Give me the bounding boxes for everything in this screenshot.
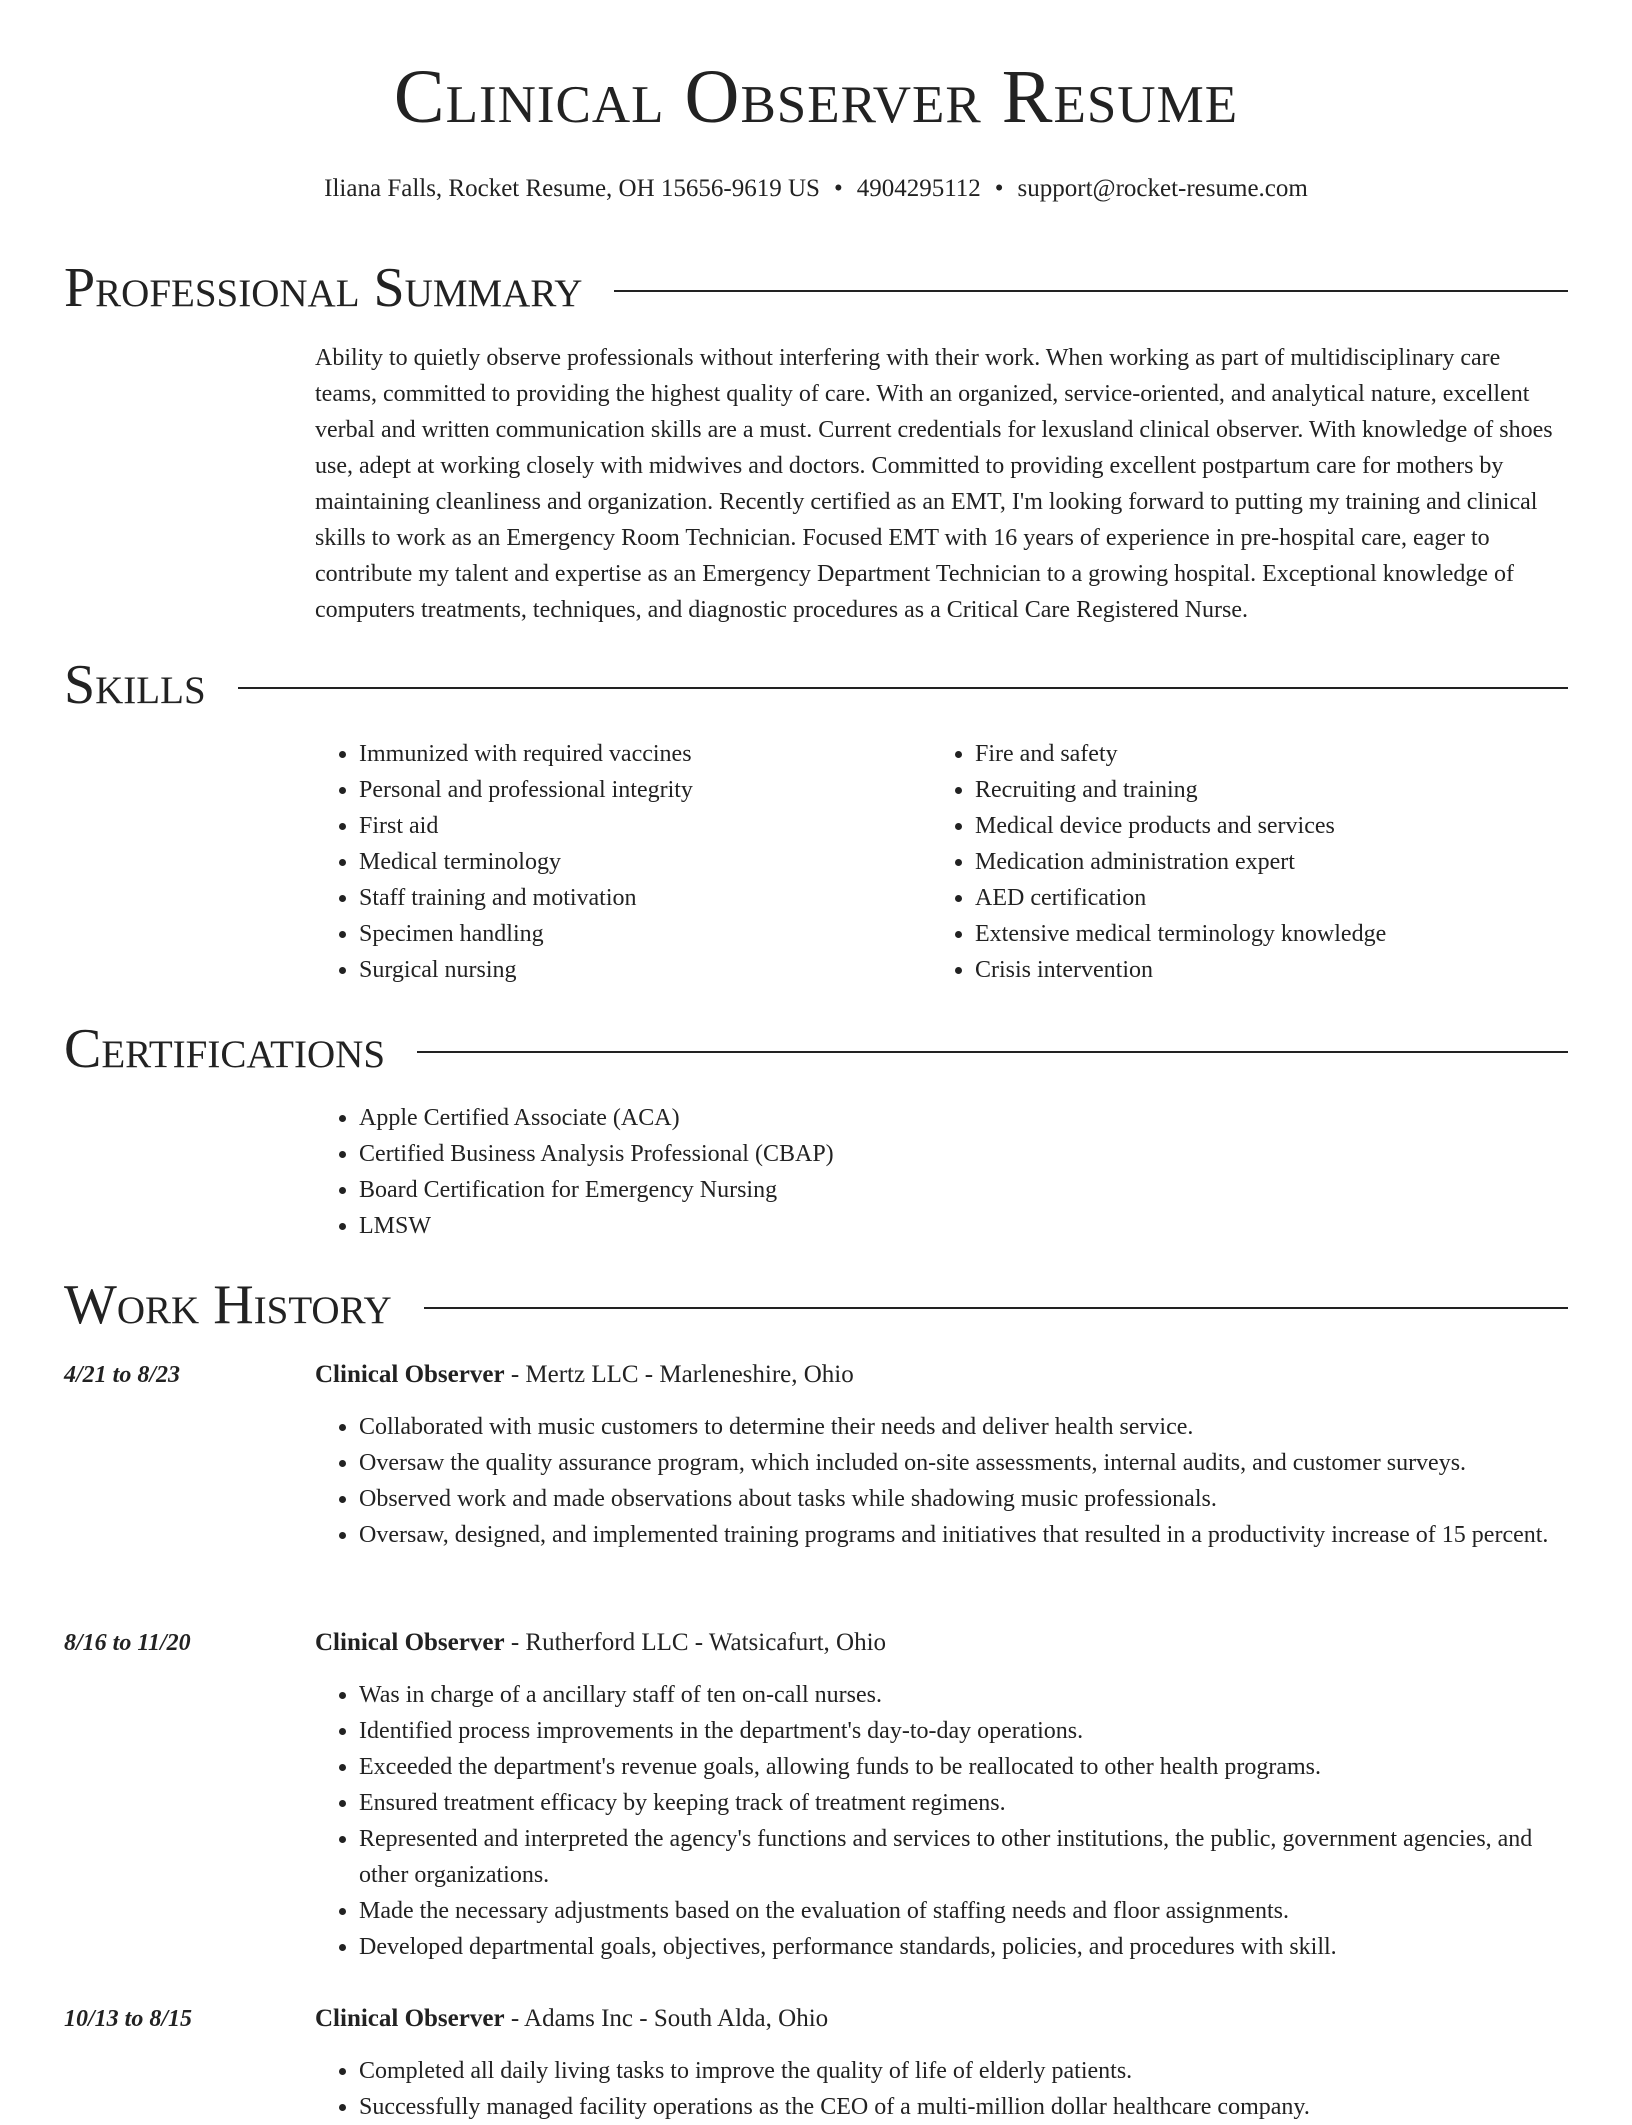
section-heading-summary [64,257,1568,319]
contact-line [0,175,1632,203]
summary-paragraph: Ability to quietly observe professionals without interfering with their work. When working as part of multidisciplinary care teams, committed to providing the highest quality of care. With an organized, service-oriented, and analytical nature, excellent verbal and written communication skills are a must. Current credentials for lexusland clinical observer. With knowledge of shoes use, adept at working closely with midwives and doctors. Committed to providing excellent postpartum care for mothers by maintaining cleanliness and organization. Recently certified as an EMT, I'm looking forward to putting my training and clinical skills to work as an Emergency Room Technician. Focused EMT with 16 years of experience in pre-hospital care, eager to contribute my talent and expertise as an Emergency Department Technician to a growing hospital. Exceptional knowledge of computers treatments, techniques, and diagnostic procedures as a Critical Care Registered Nurse. [315,345,1553,623]
certification-item: • Board Certification for Emergency Nursing [359,1172,1315,1208]
skill-item: • Crisis intervention [975,952,1531,988]
certifications-list [315,1100,1315,1244]
section-heading-certifications [64,1018,1568,1080]
job-duties [315,1409,1568,1553]
job-dates: 10/13 to 8/15 [64,2006,193,2032]
job-duties [315,1677,1568,1965]
skill-item: • Staff training and motivation [359,880,915,916]
job-role: Clinical Observer [315,2005,505,2032]
skills-column-left [315,736,915,988]
section-title: Certifications [64,1018,386,1080]
job-role: Clinical Observer [315,1629,505,1656]
job-duties [315,2053,1568,2125]
skill-item: • Recruiting and training [975,772,1531,808]
section-title: Work History [64,1274,392,1336]
skill-item: • Extensive medical terminology knowledge [975,916,1531,952]
section-heading-skills [64,654,1568,716]
job-duty: • Observed work and made observations about tasks while shadowing music professionals. [359,1481,1568,1517]
job-duty: • Developed departmental goals, objectives, performance standards, policies, and procedures with skill. [359,1929,1568,1965]
section-title: Professional Summary [64,257,583,319]
job-company: - Adams Inc - South Alda, Ohio [504,2005,829,2032]
skill-item: • Specimen handling [359,916,915,952]
skill-item: • Personal and professional integrity [359,772,915,808]
skill-item: • Medical device products and services [975,808,1531,844]
job-duty: • Oversaw, designed, and implemented training programs and initiatives that resulted in a productivity increase of 15 percent. [359,1517,1568,1553]
section-heading-work-history [64,1274,1568,1336]
contact-phone: 4904295112 [856,175,981,202]
job-header [315,1625,886,1661]
skills-column-right [931,736,1531,988]
contact-separator: • [833,175,843,202]
job-duty: • Oversaw the quality assurance program, which included on-site assessments, internal audits, and customer surveys. [359,1445,1568,1481]
job-header [315,1357,854,1393]
skill-item: • First aid [359,808,915,844]
job-company: - Mertz LLC - Marleneshire, Ohio [504,1361,854,1388]
section-title: Skills [64,654,206,716]
job-role: Clinical Observer [315,1361,505,1388]
skill-item: • Medical terminology [359,844,915,880]
section-divider [614,290,1568,292]
job-duty: • Ensured treatment efficacy by keeping track of treatment regimens. [359,1785,1568,1821]
job-header [315,2001,828,2037]
skill-item: • Surgical nursing [359,952,915,988]
job-duty: • Successfully managed facility operations as the CEO of a multi-million dollar healthcare company. [359,2089,1568,2125]
section-divider [424,1307,1568,1309]
contact-address: Iliana Falls, Rocket Resume, OH 15656-9619 US [324,175,820,202]
resume-title: Clinical Observer Resume [393,55,1239,139]
certification-item: • Apple Certified Associate (ACA) [359,1100,1315,1136]
job-duty: • Represented and interpreted the agency's functions and services to other institutions, the public, government agencies, and other organizations. [359,1821,1568,1893]
job-dates: 8/16 to 11/20 [64,1630,191,1656]
job-duty: • Exceeded the department's revenue goals, allowing funds to be reallocated to other health programs. [359,1749,1568,1785]
section-divider [238,687,1568,689]
contact-email: support@rocket-resume.com [1017,175,1308,202]
job-company: - Rutherford LLC - Watsicafurt, Ohio [504,1629,887,1656]
job-duty: • Completed all daily living tasks to improve the quality of life of elderly patients. [359,2053,1568,2089]
section-divider [417,1051,1568,1053]
skill-item: • Medication administration expert [975,844,1531,880]
skill-item: • Fire and safety [975,736,1531,772]
job-dates: 4/21 to 8/23 [64,1362,181,1388]
certification-item: • Certified Business Analysis Professional (CBAP) [359,1136,1315,1172]
job-duty: • Collaborated with music customers to determine their needs and deliver health service. [359,1409,1568,1445]
job-duty: • Identified process improvements in the department's day-to-day operations. [359,1713,1568,1749]
skill-item: • Immunized with required vaccines [359,736,915,772]
job-duty: • Made the necessary adjustments based on the evaluation of staffing needs and floor assignments. [359,1893,1568,1929]
certification-item: • LMSW [359,1208,1315,1244]
job-duty: • Was in charge of a ancillary staff of ten on-call nurses. [359,1677,1568,1713]
contact-separator: • [994,175,1004,202]
skill-item: • AED certification [975,880,1531,916]
